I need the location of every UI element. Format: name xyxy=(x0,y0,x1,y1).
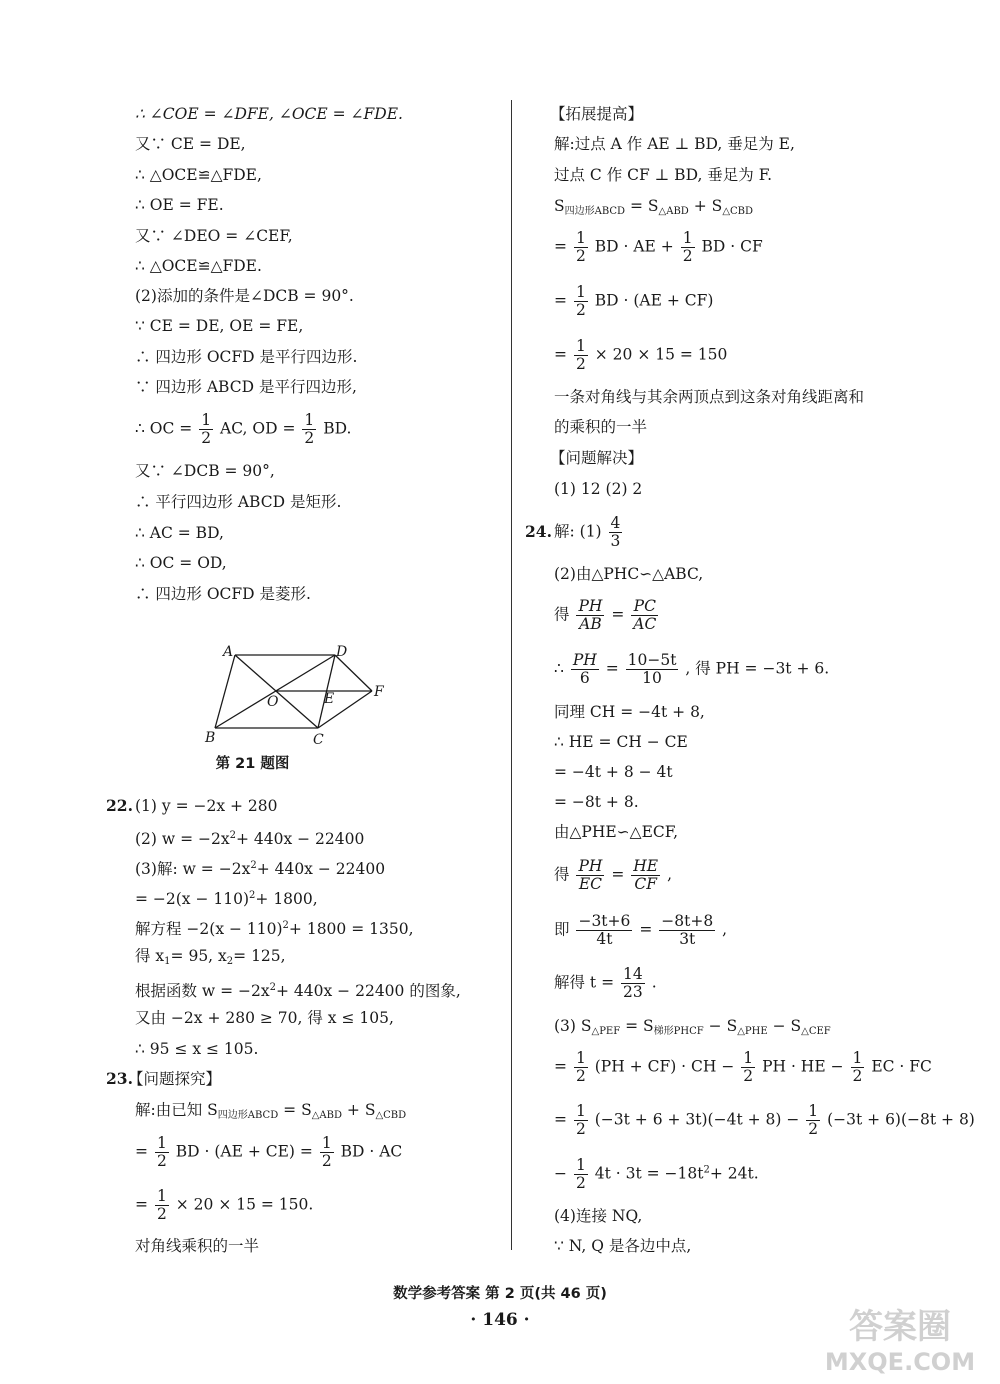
text-line: = −4t + 8 − 4t xyxy=(554,763,673,781)
fraction xyxy=(659,913,715,948)
numerator: 1 xyxy=(743,1049,754,1067)
text: × 20 × 15 = 150 xyxy=(594,345,728,364)
fraction xyxy=(574,284,588,319)
text-line: 的乘积的一半 xyxy=(554,418,648,436)
text: . xyxy=(651,973,657,992)
denominator: EC xyxy=(578,875,603,893)
text-line: (1) 12 (2) 2 xyxy=(554,480,643,498)
denominator: 4t xyxy=(596,930,613,948)
text: ∴ OC = xyxy=(135,419,193,438)
fraction xyxy=(571,652,599,687)
text: BD · (AE + CF) xyxy=(594,291,714,310)
section-heading: 【问题解决】 xyxy=(550,449,644,467)
label-a: A xyxy=(223,644,234,660)
superscript: 2 xyxy=(249,890,256,901)
text-line xyxy=(554,1016,831,1042)
text-line: 解:过点 A 作 AE ⊥ BD, 垂足为 E, xyxy=(554,135,795,153)
fraction xyxy=(631,858,660,893)
denominator: 2 xyxy=(682,247,693,265)
text: (−3t + 6)(−8t + 8) xyxy=(827,1110,975,1129)
text-line: 又∵ ∠DEO = ∠CEF, xyxy=(135,227,293,245)
numerator: 1 xyxy=(201,411,212,429)
fraction xyxy=(574,1103,588,1138)
text: 解:由已知 S xyxy=(135,1101,218,1119)
denominator: 3t xyxy=(679,930,696,948)
numerator: −8t+8 xyxy=(661,912,714,930)
numerator: 1 xyxy=(575,337,586,355)
text-line: 一条对角线与其余两顶点到这条对角线距离和 xyxy=(554,388,865,406)
subscript: △ABD xyxy=(311,1110,342,1121)
text-line: (4)连接 NQ, xyxy=(554,1207,643,1225)
numerator: 1 xyxy=(575,1049,586,1067)
denominator: AC xyxy=(633,615,657,633)
fraction xyxy=(574,1050,588,1085)
text-line: ∵ CE = DE, OE = FE, xyxy=(135,317,304,335)
text: , xyxy=(667,865,672,884)
numerator: 1 xyxy=(852,1049,863,1067)
text: ∴ xyxy=(554,659,564,678)
text-line: (2)添加的条件是∠DCB = 90°. xyxy=(135,287,354,305)
text: (3) S xyxy=(554,1017,592,1035)
text-line: = −8t + 8. xyxy=(554,793,639,811)
text-line xyxy=(554,284,713,319)
text: − S xyxy=(772,1017,802,1035)
text: + 440x − 22400 xyxy=(256,860,386,878)
denominator: 2 xyxy=(575,1174,586,1192)
text-line xyxy=(135,826,364,849)
text-line xyxy=(135,412,351,447)
text: = xyxy=(554,291,567,310)
text: = xyxy=(611,865,625,884)
denominator: 2 xyxy=(156,1205,167,1223)
text-line xyxy=(554,652,829,687)
text: + 24t. xyxy=(709,1164,759,1183)
text: = xyxy=(554,1110,567,1129)
numerator: PC xyxy=(631,598,658,616)
text-line: ∵ 四边形 ABCD 是平行四边形, xyxy=(135,378,357,396)
text: = xyxy=(554,1057,567,1076)
text-line xyxy=(135,1188,313,1223)
fraction xyxy=(302,412,316,447)
text: + 440x − 22400 xyxy=(235,830,365,848)
text-line xyxy=(554,598,660,633)
text-line: 过点 C 作 CF ⊥ BD, 垂足为 F. xyxy=(554,166,772,184)
subscript: 梯形PHCF xyxy=(653,1026,704,1037)
text: 解方程 −2(x − 110) xyxy=(135,920,283,938)
denominator: CF xyxy=(634,875,658,893)
subscript: 四边形ABCD xyxy=(564,206,626,217)
figure-caption: 第 21 题图 xyxy=(215,756,290,772)
text-line xyxy=(554,1103,975,1138)
numerator: −3t+6 xyxy=(578,912,631,930)
fraction xyxy=(631,598,658,633)
fraction xyxy=(320,1135,334,1170)
text: EC · FC xyxy=(871,1057,932,1076)
fraction xyxy=(155,1188,169,1223)
label-b: B xyxy=(205,730,216,746)
text: = xyxy=(135,1195,148,1214)
denominator: 2 xyxy=(321,1152,332,1170)
text: 得 xyxy=(554,605,570,624)
text-line xyxy=(135,978,461,1001)
text: BD · AC xyxy=(340,1142,403,1161)
fraction xyxy=(681,230,695,265)
section-heading: 【拓展提高】 xyxy=(550,105,644,123)
subscript: △CBD xyxy=(375,1110,407,1121)
numerator: 1 xyxy=(575,283,586,301)
subscript: △CBD xyxy=(722,206,754,217)
text: = S xyxy=(625,1017,654,1035)
text-line xyxy=(135,1100,406,1126)
fraction xyxy=(621,966,645,1001)
denominator: 2 xyxy=(743,1067,754,1085)
numerator: 1 xyxy=(575,229,586,247)
question-number: 23. xyxy=(106,1069,133,1088)
text: × 20 × 15 = 150. xyxy=(175,1195,314,1214)
denominator: 2 xyxy=(808,1120,819,1138)
text-line xyxy=(554,230,763,265)
numerator: 1 xyxy=(304,411,315,429)
text-line xyxy=(554,1157,759,1192)
numerator: 1 xyxy=(575,1102,586,1120)
text: = S xyxy=(283,1101,312,1119)
text: AC, OD = xyxy=(220,419,296,438)
text-line xyxy=(135,916,414,939)
text: = xyxy=(605,659,619,678)
text: BD · AE + xyxy=(594,237,674,256)
numerator: 1 xyxy=(321,1134,332,1152)
fraction xyxy=(851,1050,865,1085)
denominator: 2 xyxy=(575,247,586,265)
denominator: 23 xyxy=(623,983,643,1001)
page-number: · 146 · xyxy=(470,1310,530,1330)
denominator: 2 xyxy=(201,429,212,447)
text: = xyxy=(554,237,567,256)
text: − S xyxy=(708,1017,738,1035)
superscript: 2 xyxy=(703,1164,710,1176)
text: + S xyxy=(346,1101,376,1119)
text-line xyxy=(554,966,657,1001)
text-line: ∴ HE = CH − CE xyxy=(554,733,688,751)
text-line: (1) y = −2x + 280 xyxy=(135,797,278,815)
denominator: 2 xyxy=(575,1067,586,1085)
text: , xyxy=(722,920,728,939)
denominator: AB xyxy=(579,615,602,633)
text-line: ∴ 平行四边形 ABCD 是矩形. xyxy=(135,493,342,511)
text-line xyxy=(135,886,318,909)
text-line: ∴ 95 ≤ x ≤ 105. xyxy=(135,1040,259,1058)
text: = xyxy=(611,605,625,624)
text: PH · HE − xyxy=(762,1057,844,1076)
superscript: 2 xyxy=(250,860,257,871)
text: (PH + CF) · CH − xyxy=(594,1057,735,1076)
text: = xyxy=(554,345,567,364)
text: 解得 t = xyxy=(554,973,615,992)
subscript: 1 xyxy=(164,956,171,967)
superscript: 2 xyxy=(282,920,289,931)
text: S xyxy=(554,197,565,215)
text-line: ∴ 四边形 OCFD 是平行四边形. xyxy=(135,348,358,366)
denominator: 2 xyxy=(156,1152,167,1170)
fraction xyxy=(576,858,604,893)
numerator: 1 xyxy=(682,229,693,247)
numerator: PH xyxy=(578,597,603,615)
text: BD · CF xyxy=(701,237,763,256)
numerator: 14 xyxy=(623,965,643,983)
text-line: ∴ OC = OD, xyxy=(135,554,227,572)
page-footer: 数学参考答案 第 2 页(共 46 页) xyxy=(393,1286,607,1302)
text-line xyxy=(554,913,727,948)
text: = xyxy=(639,920,653,939)
text-line xyxy=(554,515,624,550)
label-e: E xyxy=(324,691,335,707)
label-c: C xyxy=(313,732,324,748)
text: 4t · 3t = −18t xyxy=(594,1164,704,1183)
subscript: 2 xyxy=(226,956,234,967)
fraction xyxy=(574,338,588,373)
segment-df xyxy=(335,655,372,691)
text: BD. xyxy=(323,419,352,438)
text: (2) w = −2x xyxy=(135,830,230,848)
text: 解: (1) xyxy=(554,522,602,541)
text-line: ∴ ∠COE = ∠DFE, ∠OCE = ∠FDE. xyxy=(135,105,403,123)
text-line: 又∵ ∠DCB = 90°, xyxy=(135,462,275,480)
fraction xyxy=(609,515,623,550)
numerator: 1 xyxy=(808,1102,819,1120)
text: 得 x xyxy=(135,947,165,965)
text: = 95, x xyxy=(170,947,227,965)
subscript: △CEF xyxy=(801,1026,831,1037)
numerator: 4 xyxy=(610,514,621,532)
subscript: △PEF xyxy=(591,1026,621,1037)
fraction xyxy=(806,1103,820,1138)
text: = 125, xyxy=(233,947,286,965)
text-line xyxy=(554,196,753,222)
geometry-figure xyxy=(200,640,400,770)
text-line xyxy=(554,1050,932,1085)
text: = −2(x − 110) xyxy=(135,890,250,908)
numerator: 1 xyxy=(156,1134,167,1152)
denominator: 2 xyxy=(575,1120,586,1138)
fraction xyxy=(199,412,213,447)
denominator: 2 xyxy=(852,1067,863,1085)
subscript: △ABD xyxy=(658,206,689,217)
superscript: 2 xyxy=(269,982,277,993)
text-line: ∵ N, Q 是各边中点, xyxy=(554,1237,692,1255)
subscript: 四边形ABCD xyxy=(217,1110,279,1121)
text-line: ∴ 四边形 OCFD 是菱形. xyxy=(135,585,311,603)
numerator: 10−5t xyxy=(627,651,677,669)
label-f: F xyxy=(374,684,384,700)
numerator: 1 xyxy=(156,1187,167,1205)
numerator: HE xyxy=(633,857,659,875)
denominator: 2 xyxy=(304,429,315,447)
watermark-text: 答案圈 xyxy=(849,1307,951,1347)
label-o: O xyxy=(267,694,279,710)
text-line xyxy=(135,1135,402,1170)
fraction xyxy=(574,230,588,265)
text-line: ∴ △OCE≌△FDE, xyxy=(135,166,262,184)
text-line xyxy=(554,858,672,893)
superscript: 2 xyxy=(229,830,236,841)
fraction xyxy=(741,1050,755,1085)
text-line: 又由 −2x + 280 ≥ 70, 得 x ≤ 105, xyxy=(135,1009,394,1027)
section-heading: 【问题探究】 xyxy=(128,1070,222,1088)
text: 根据函数 w = −2x xyxy=(135,982,270,1000)
denominator: 6 xyxy=(579,669,590,687)
denominator: 2 xyxy=(575,301,586,319)
numerator: 1 xyxy=(575,1156,586,1174)
watermark xyxy=(810,1300,990,1378)
numerator: PH xyxy=(578,857,603,875)
fraction xyxy=(574,1157,588,1192)
label-d: D xyxy=(336,644,348,660)
text-line: 同理 CH = −4t + 8, xyxy=(554,703,705,721)
text-line: 对角线乘积的一半 xyxy=(135,1237,260,1255)
subscript: △PHE xyxy=(737,1026,768,1037)
text-line: ∴ AC = BD, xyxy=(135,524,224,542)
fraction xyxy=(576,913,632,948)
column-divider xyxy=(511,100,512,1250)
text: , 得 PH = −3t + 6. xyxy=(685,659,830,678)
text-line xyxy=(554,338,727,373)
fraction xyxy=(626,652,679,687)
numerator: PH xyxy=(572,651,597,669)
fraction xyxy=(155,1135,169,1170)
text-line: (2)由△PHC∽△ABC, xyxy=(554,565,704,583)
text: = S xyxy=(630,197,659,215)
text: BD · (AE + CE) = xyxy=(175,1142,313,1161)
text: (3)解: w = −2x xyxy=(135,860,251,878)
text-line: 又∵ CE = DE, xyxy=(135,135,246,153)
denominator: 10 xyxy=(642,669,662,687)
denominator: 3 xyxy=(610,532,621,550)
text: = xyxy=(135,1142,148,1161)
fraction xyxy=(576,598,604,633)
text: (−3t + 6 + 3t)(−4t + 8) − xyxy=(594,1110,800,1129)
text-line: ∴ △OCE≌△FDE. xyxy=(135,257,262,275)
text-line xyxy=(135,856,385,879)
text-line: ∴ OE = FE. xyxy=(135,196,224,214)
question-number: 22. xyxy=(106,796,133,815)
text: 即 xyxy=(554,920,570,939)
text-line: 由△PHE∽△ECF, xyxy=(554,823,679,841)
text: + 1800, xyxy=(255,890,318,908)
watermark-domain: MXQE.COM xyxy=(824,1348,976,1376)
text: + S xyxy=(693,197,723,215)
text: − xyxy=(554,1164,567,1183)
denominator: 2 xyxy=(575,355,586,373)
question-number: 24. xyxy=(525,522,552,541)
text: 得 xyxy=(554,865,570,884)
text: + 440x − 22400 的图象, xyxy=(276,982,461,1000)
text: + 1800 = 1350, xyxy=(288,920,414,938)
text-line xyxy=(135,946,286,972)
